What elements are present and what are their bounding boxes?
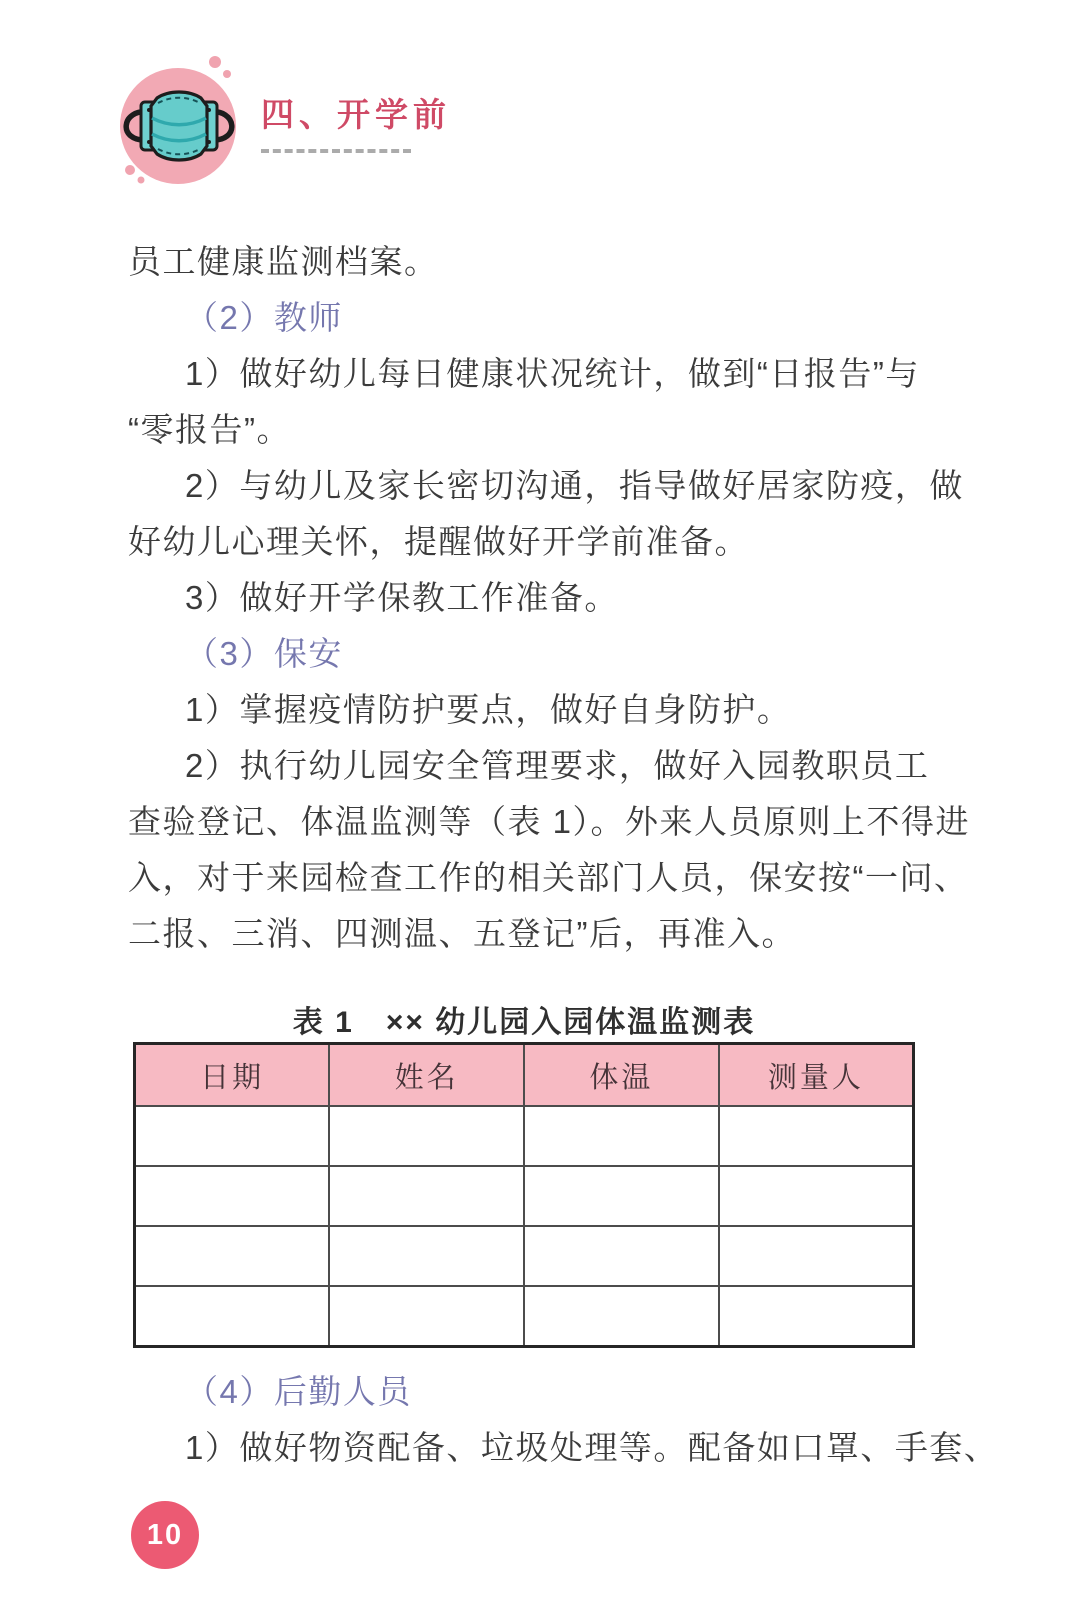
column-header-name: 姓名 — [329, 1044, 524, 1107]
temperature-monitor-table — [133, 1042, 915, 1348]
table-row — [135, 1166, 914, 1226]
page-header — [103, 50, 451, 192]
text-line: 查验登记、体温监测等（表 1）。外来人员原则上不得进 — [128, 803, 971, 840]
text-line: “零报告”。 — [128, 411, 291, 448]
table-cell — [135, 1286, 330, 1347]
table-cell — [329, 1106, 524, 1166]
table-cell — [719, 1286, 914, 1347]
text-line: 2）与幼儿及家长密切沟通，指导做好居家防疫，做 — [185, 467, 964, 504]
table-cell — [524, 1286, 719, 1347]
text-line: 1）掌握疫情防护要点，做好自身防护。 — [185, 691, 792, 728]
section-heading: （3）保安 — [185, 635, 343, 672]
table-cell — [135, 1226, 330, 1286]
face-mask-icon — [103, 50, 255, 192]
text-line: 好幼儿心理关怀，提醒做好开学前准备。 — [128, 523, 749, 560]
table-cell — [135, 1166, 330, 1226]
dashed-underline — [261, 149, 411, 153]
text-line: 入，对于来园检查工作的相关部门人员，保安按“一问、 — [128, 859, 969, 896]
table-cell — [524, 1226, 719, 1286]
page-number-badge — [131, 1501, 199, 1569]
bottom-text — [128, 1364, 999, 1476]
table-cell — [719, 1166, 914, 1226]
table-row — [135, 1286, 914, 1347]
table-cell — [329, 1166, 524, 1226]
table-cell — [135, 1106, 330, 1166]
column-header-date: 日期 — [135, 1044, 330, 1107]
table-cell — [719, 1106, 914, 1166]
table-header-row — [135, 1044, 914, 1107]
chapter-title: 四、开学前 — [261, 98, 451, 134]
table-cell — [329, 1226, 524, 1286]
table-cell — [524, 1106, 719, 1166]
table-caption: 表 1 ×× 幼儿园入园体温监测表 — [292, 1006, 756, 1039]
page-number: 10 — [146, 1518, 184, 1551]
column-header-temp: 体温 — [524, 1044, 719, 1107]
text-line: 1）做好幼儿每日健康状况统计，做到“日报告”与 — [185, 355, 920, 392]
column-header-measurer: 测量人 — [719, 1044, 914, 1107]
text-line: 3）做好开学保教工作准备。 — [185, 579, 619, 616]
text-line: 员工健康监测档案。 — [128, 243, 439, 280]
text-line: 1）做好物资配备、垃圾处理等。配备如口罩、手套、 — [185, 1429, 999, 1466]
table-row — [135, 1106, 914, 1166]
table-cell — [524, 1166, 719, 1226]
table-cell — [719, 1226, 914, 1286]
text-line: 2）执行幼儿园安全管理要求，做好入园教职员工 — [185, 747, 930, 784]
table-row — [135, 1226, 914, 1286]
section-heading: （4）后勤人员 — [185, 1373, 412, 1410]
text-line: 二报、三消、四测温、五登记”后，再准入。 — [128, 915, 796, 952]
section-heading: （2）教师 — [185, 299, 343, 336]
main-text — [128, 234, 971, 962]
table-cell — [329, 1286, 524, 1347]
